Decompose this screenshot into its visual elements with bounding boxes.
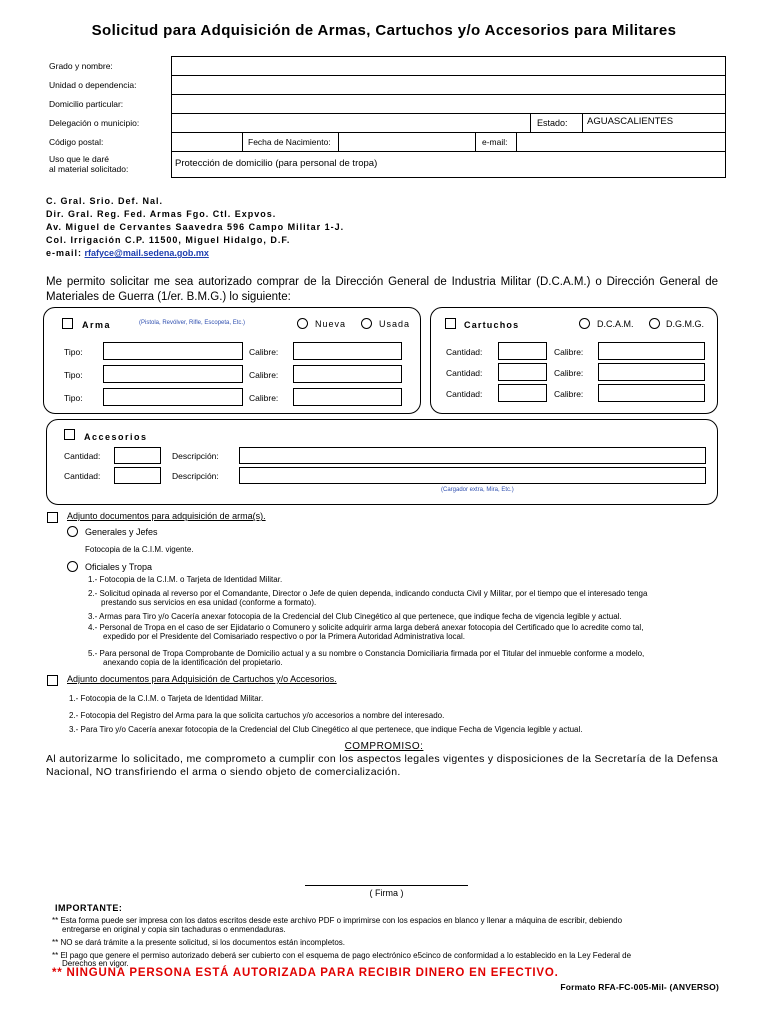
firma-line	[305, 885, 468, 886]
note-2: ** NO se dará trámite a la presente solicitud, si los documentos están incompletos.	[52, 938, 346, 947]
dcam-radio[interactable]	[579, 318, 590, 329]
calibre-field-2[interactable]	[293, 365, 402, 383]
tipo-label-2: Tipo:	[64, 370, 83, 380]
doc-arma-item-5b: anexando copia de la identificación del propietario.	[103, 658, 283, 667]
uso-field[interactable]	[171, 151, 726, 178]
cantidad-label-c1: Cantidad:	[446, 347, 483, 357]
codigo-label: Código postal:	[49, 137, 104, 147]
acc-cantidad-label-2: Cantidad:	[64, 471, 101, 481]
calibre-label-c1: Calibre:	[554, 347, 584, 357]
calibre-label-3: Calibre:	[249, 393, 279, 403]
warning-text: ** NINGUNA PERSONA ESTÁ AUTORIZADA PARA RECIBIR DINERO EN EFECTIVO.	[52, 967, 559, 979]
importante-title: IMPORTANTE:	[55, 903, 123, 913]
doc-cart-item-2: 2.- Fotocopia del Registro del Arma para la que solicita cartuchos y/o accesorios a nombre del interesado.	[69, 711, 445, 720]
arma-hint: (Pistola, Revólver, Rifle, Escopeta, Etc.)	[139, 320, 246, 326]
estado-label-cell	[530, 113, 583, 133]
acc-cantidad-label-1: Cantidad:	[64, 451, 101, 461]
doc-arma-item-4b: expedido por el Presidente del Comisariado respectivo o por la Primera Autoridad Administrativa local.	[103, 632, 465, 641]
doc-arma-item-1: 1.- Fotocopia de la C.I.M. o Tarjeta de Identidad Militar.	[88, 575, 283, 584]
calibre-label-1: Calibre:	[249, 347, 279, 357]
usada-label: Usada	[379, 319, 411, 329]
estado-value: AGUASCALIENTES	[587, 116, 674, 127]
dgmg-radio[interactable]	[649, 318, 660, 329]
cartuchos-label: Cartuchos	[464, 320, 520, 330]
doc-cart-item-3: 3.- Para Tiro y/o Cacería anexar fotocopia de la Credencial del Club Cinegético al que pertenece, que indique Fecha de Vigencia legible y actual.	[69, 725, 583, 734]
doc-arma-item-3: 3.- Armas para Tiro y/o Cacería anexar fotocopia de la Credencial del Club Cinegético al que pertenece, que indique fecha de vigencia legible y actual.	[88, 612, 622, 621]
cantidad-field-c1[interactable]	[498, 342, 547, 360]
generales-radio[interactable]	[67, 526, 78, 537]
calibre-field-c2[interactable]	[598, 363, 705, 381]
page-title: Solicitud para Adquisición de Armas, Cartuchos y/o Accesorios para Militares	[91, 22, 677, 39]
email-label-cell	[475, 132, 517, 152]
fecha-label: Fecha de Nacimiento:	[248, 137, 331, 147]
fecha-field[interactable]	[338, 132, 476, 152]
oficiales-label: Oficiales y Tropa	[85, 562, 153, 572]
address-line-4: Col. Irrigación C.P. 11500, Miguel Hidalgo, D.F.	[46, 235, 291, 245]
calibre-label-c2: Calibre:	[554, 368, 584, 378]
oficiales-radio[interactable]	[67, 561, 78, 572]
address-line-2: Dir. Gral. Reg. Fed. Armas Fgo. Ctl. Expvos.	[46, 209, 277, 219]
tipo-field-3[interactable]	[103, 388, 243, 406]
estado-field[interactable]	[582, 113, 726, 133]
calibre-field-c1[interactable]	[598, 342, 705, 360]
usada-radio[interactable]	[361, 318, 372, 329]
unidad-field[interactable]	[171, 75, 726, 95]
fecha-label-cell	[242, 132, 339, 152]
calibre-label-c3: Calibre:	[554, 389, 584, 399]
note-3b: Derechos en vigor.	[62, 959, 129, 968]
delegacion-label: Delegación o municipio:	[49, 118, 140, 128]
uso-label-2: al material solicitado:	[49, 164, 129, 174]
docs-cartuchos-checkbox[interactable]	[47, 675, 58, 686]
calibre-label-2: Calibre:	[249, 370, 279, 380]
domicilio-label: Domicilio particular:	[49, 99, 124, 109]
doc-cart-item-1: 1.- Fotocopia de la C.I.M. o Tarjeta de Identidad Militar.	[69, 694, 264, 703]
tipo-field-2[interactable]	[103, 365, 243, 383]
grado-nombre-field[interactable]	[171, 56, 726, 76]
accesorios-label: Accesorios	[84, 432, 148, 442]
address-email-label: e-mail:	[46, 248, 83, 258]
note-1b: entregarse en original y copia sin tachaduras o enmendaduras.	[62, 925, 286, 934]
email-field[interactable]	[516, 132, 726, 152]
address-line-3: Av. Miguel de Cervantes Saavedra 596 Campo Militar 1-J.	[46, 222, 345, 232]
doc-arma-item-4: 4.- Personal de Tropa en el caso de ser Ejidatario o Comunero y solicite adquirir arma larga deberá anexar fotocopia del Certificado que lo acredite como tal,	[88, 623, 644, 632]
domicilio-field[interactable]	[171, 94, 726, 114]
nueva-label: Nueva	[315, 319, 347, 329]
cantidad-field-c3[interactable]	[498, 384, 547, 402]
acc-descripcion-field-2[interactable]	[239, 467, 706, 484]
doc-arma-item-2: 2.- Solicitud opinada al reverso por el Comandante, Director o Jefe de quien dependa, indicando conducta Civil y Militar, por el tiempo que el interesado tenga	[88, 589, 648, 598]
acc-descripcion-label-2: Descripción:	[172, 471, 219, 481]
doc-arma-item-5: 5.- Para personal de Tropa Comprobante de Domicilio actual y a su nombre o Constancia Domiciliaria firmada por el Titular del inmueble conforme a modelo,	[88, 649, 645, 658]
cantidad-label-c2: Cantidad:	[446, 368, 483, 378]
cantidad-label-c3: Cantidad:	[446, 389, 483, 399]
nueva-radio[interactable]	[297, 318, 308, 329]
accesorios-checkbox[interactable]	[64, 429, 75, 440]
calibre-field-3[interactable]	[293, 388, 402, 406]
arma-checkbox[interactable]	[62, 318, 73, 329]
note-1a: ** Esta forma puede ser impresa con los datos escritos desde este archivo PDF o imprimirse con los espacios en blanco y llenar a máquina de escribir, debiendo	[52, 916, 623, 925]
dgmg-label: D.G.M.G.	[666, 319, 704, 329]
dcam-label: D.C.A.M.	[597, 319, 634, 329]
address-email-link[interactable]: rfafyce@mail.sedena.gob.mx	[84, 248, 209, 258]
calibre-field-1[interactable]	[293, 342, 402, 360]
accesorios-hint: (Cargador extra, Mira, Etc.)	[441, 487, 514, 493]
acc-cantidad-field-1[interactable]	[114, 447, 161, 464]
docs-arma-title: Adjunto documentos para adquisición de arma(s).	[67, 511, 266, 521]
formato-code: Formato RFA-FC-005-Mil- (ANVERSO)	[560, 982, 719, 992]
firma-label: ( Firma )	[369, 888, 404, 898]
compromiso-title: COMPROMISO:	[344, 741, 424, 752]
acc-descripcion-label-1: Descripción:	[172, 451, 219, 461]
cantidad-field-c2[interactable]	[498, 363, 547, 381]
acc-descripcion-field-1[interactable]	[239, 447, 706, 464]
unidad-label: Unidad o dependencia:	[49, 80, 137, 90]
calibre-field-c3[interactable]	[598, 384, 705, 402]
grado-label: Grado y nombre:	[49, 61, 113, 71]
note-3a: ** El pago que genere el permiso autorizado deberá ser cubierto con el esquema de pago electrónico e5cinco de conformidad a lo establecido en la Ley Federal de	[52, 951, 632, 960]
address-line-1: C. Gral. Srio. Def. Nal.	[46, 196, 164, 206]
estado-label: Estado:	[537, 118, 568, 128]
compromiso-text: Al autorizarme lo solicitado, me comprometo a cumplir con los aspectos legales vigentes y disposiciones de la Secretaría de la Defensa Nacional, NO transfiriendo el arma o siendo objeto de comercialización.	[46, 753, 718, 778]
uso-label-1: Uso que le daré	[49, 154, 110, 164]
email-label: e-mail:	[482, 137, 508, 147]
codigo-field[interactable]	[171, 132, 243, 152]
cartuchos-checkbox[interactable]	[445, 318, 456, 329]
tipo-field-1[interactable]	[103, 342, 243, 360]
docs-cartuchos-title: Adjunto documentos para Adquisición de Cartuchos y/o Accesorios.	[67, 674, 337, 684]
tipo-label-1: Tipo:	[64, 347, 83, 357]
uso-value: Protección de domicilio (para personal de tropa)	[175, 158, 378, 169]
doc-arma-item-2b: prestando sus servicios en esa unidad (conforme a formato).	[101, 598, 317, 607]
docs-arma-checkbox[interactable]	[47, 512, 58, 523]
request-text: Me permito solicitar me sea autorizado comprar de la Dirección General de Industria Militar (D.C.A.M.) o Dirección General de Materiales de Guerra (1/er. B.M.G.) lo siguiente:	[46, 276, 718, 303]
generales-label: Generales y Jefes	[85, 527, 158, 537]
arma-label: Arma	[82, 320, 112, 330]
generales-doc: Fotocopia de la C.I.M. vigente.	[85, 545, 194, 554]
acc-cantidad-field-2[interactable]	[114, 467, 161, 484]
tipo-label-3: Tipo:	[64, 393, 83, 403]
delegacion-field[interactable]	[171, 113, 531, 133]
